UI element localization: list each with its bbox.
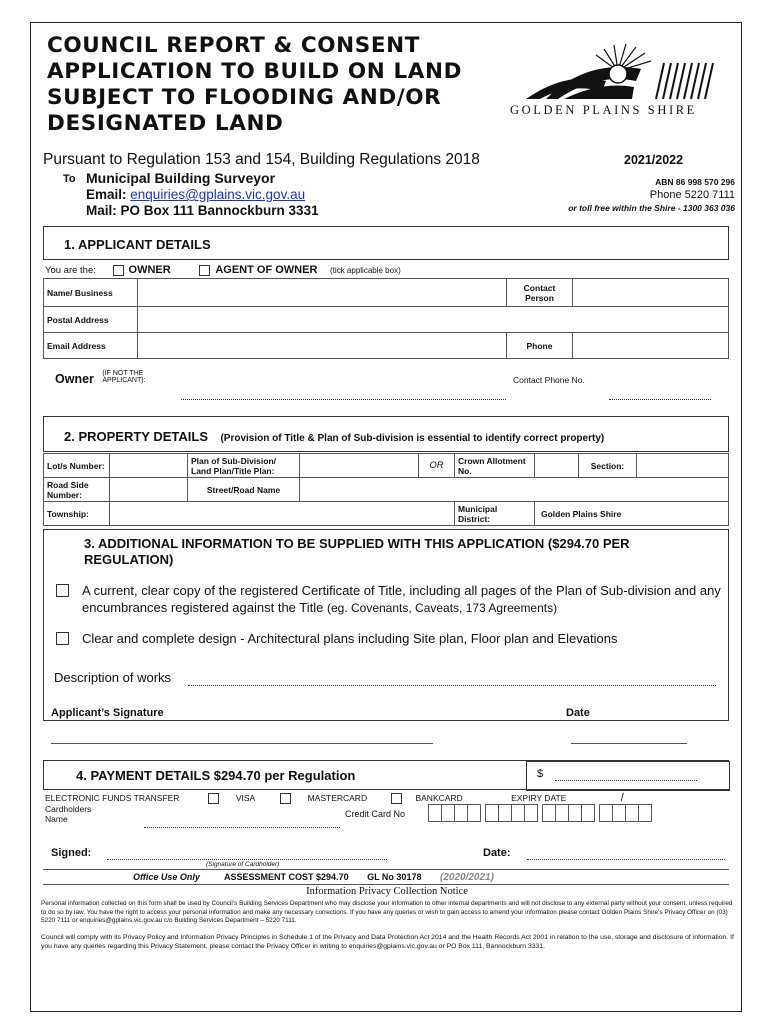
email-address-input[interactable]	[138, 333, 507, 359]
signature-date-line[interactable]	[571, 743, 687, 744]
to-label: To	[63, 173, 76, 185]
crown-label: Crown Allotment No.	[455, 454, 535, 478]
credit-card-boxes[interactable]	[428, 804, 652, 822]
section3-heading: 3. ADDITIONAL INFORMATION TO BE SUPPLIED WITH THIS APPLICATION ($294.70 PER REGULATION)	[84, 536, 630, 567]
amount-box	[526, 761, 730, 791]
email-address-label: Email Address	[44, 333, 138, 359]
title-copy-text	[82, 582, 722, 617]
card-digit-box[interactable]	[429, 805, 442, 822]
card-digit-box[interactable]	[600, 805, 613, 822]
street-input[interactable]	[300, 478, 729, 502]
card-digit-box[interactable]	[626, 805, 639, 822]
card-digit-box[interactable]	[582, 805, 595, 822]
section1-heading: 1. APPLICANT DETAILS	[64, 237, 211, 252]
visa-checkbox[interactable]	[208, 793, 219, 804]
postal-address-label: Postal Address	[44, 307, 138, 333]
card-digit-box[interactable]	[569, 805, 582, 822]
section2-heading-row	[64, 428, 604, 446]
office-year: (2020/2021)	[439, 872, 494, 883]
road-side-input[interactable]	[110, 478, 188, 502]
design-plans-checkbox[interactable]	[56, 632, 69, 645]
section-input[interactable]	[637, 454, 729, 478]
applicant-table	[43, 278, 729, 359]
signature-date-label: Date	[566, 707, 590, 719]
section2-heading: 2. PROPERTY DETAILS	[64, 429, 208, 444]
toll-free: or toll free within the Shire - 1300 363 036	[568, 203, 735, 213]
card-digit-box[interactable]	[613, 805, 626, 822]
owner-heading: Owner	[55, 372, 94, 386]
owner-checkbox[interactable]	[113, 265, 124, 276]
payment-date-label: Date:	[483, 847, 511, 859]
logo-text: GOLDEN PLAINS SHIRE	[510, 103, 697, 117]
golden-plains-logo	[506, 41, 718, 131]
office-use-label: Office Use Only	[133, 872, 200, 882]
card-digit-box[interactable]	[442, 805, 455, 822]
expiry-label: EXPIRY DATE	[511, 793, 567, 803]
pursuant-text: Pursuant to Regulation 153 and 154, Building Regulations 2018	[43, 151, 480, 168]
crown-input[interactable]	[535, 454, 579, 478]
you-are-label: You are the:	[45, 265, 96, 276]
name-business-label: Name/ Business	[44, 279, 138, 307]
abn: ABN 86 998 570 296	[655, 177, 735, 187]
card-digit-box[interactable]	[468, 805, 481, 822]
email-link[interactable]: enquiries@gplains.vic.gov.au	[130, 187, 306, 202]
phone-number: Phone 5220 7111	[649, 189, 735, 201]
signed-label: Signed:	[51, 847, 92, 859]
sun-fields-icon	[506, 41, 718, 103]
assessment-cost: ASSESSMENT COST $294.70	[224, 872, 349, 882]
card-digit-box[interactable]	[543, 805, 556, 822]
card-digit-box[interactable]	[455, 805, 468, 822]
card-digit-box[interactable]	[639, 805, 652, 822]
owner-name-line[interactable]	[181, 399, 506, 400]
applicant-type-row	[45, 264, 401, 276]
office-divider	[43, 869, 729, 870]
owner-note: (IF NOT THE APPLICANT):	[102, 370, 146, 384]
tick-note: (tick applicable box)	[330, 266, 401, 275]
description-input[interactable]	[188, 685, 716, 686]
visa-label: VISA	[235, 793, 256, 803]
card-digit-box[interactable]	[525, 805, 538, 822]
lots-label: Lot/s Number:	[44, 454, 110, 478]
form-year: 2021/2022	[624, 153, 684, 167]
applicant-signature-label: Applicant’s Signature	[51, 707, 164, 719]
gl-number: GL No 30178	[367, 872, 422, 882]
cardholder-signature-line[interactable]	[107, 859, 387, 860]
card-digit-box[interactable]	[512, 805, 525, 822]
cardholders-label: Cardholders Name	[45, 804, 92, 824]
owner-label: OWNER	[128, 264, 171, 276]
township-label: Township:	[44, 502, 110, 526]
district-value: Golden Plains Shire	[535, 502, 729, 526]
cardholders-input[interactable]	[144, 827, 340, 828]
contact-person-input[interactable]	[573, 279, 729, 307]
card-digit-box[interactable]	[499, 805, 512, 822]
municipal-label: Municipal District:	[455, 502, 535, 526]
owner-row	[55, 370, 180, 388]
name-business-input[interactable]	[138, 279, 507, 307]
agent-label: AGENT OF OWNER	[215, 264, 318, 276]
bankcard-checkbox[interactable]	[391, 793, 402, 804]
phone-input[interactable]	[573, 333, 729, 359]
card-digit-box[interactable]	[556, 805, 569, 822]
description-label: Description of works	[54, 670, 172, 685]
owner-phone-line[interactable]	[609, 399, 711, 400]
form-title: COUNCIL REPORT & CONSENT APPLICATION TO BUILD ON LAND SUBJECT TO FLOODING AND/OR DESIGNATED LAND	[47, 33, 463, 136]
signature-note: (Signature of Cardholder)	[206, 861, 280, 868]
design-plans-text: Clear and complete design - Architectural plans including Site plan, Floor plan and Elevations	[82, 631, 618, 646]
additional-info-section	[43, 529, 729, 721]
privacy-title: Information Privacy Collection Notice	[306, 886, 468, 897]
amount-input[interactable]	[555, 780, 697, 781]
section2-note: (Provision of Title & Plan of Sub-division is essential to identify correct property)	[220, 433, 605, 444]
postal-address-input[interactable]	[138, 307, 729, 333]
email-label: Email:	[86, 187, 127, 202]
plan-input[interactable]	[300, 454, 419, 478]
privacy-paragraph-1: Personal information collected on this form shall be used by Council’s Building Services Department who may disclose your information to other internal departments and will not disclose to any external party without your consent, unless required to do so by law. You have the right to access your personal information and make any necessary corrections. If you have any queries or wish to gain access to amend your information please contact Golden Plains Shire’s Privacy Officer on (03) 5220 7111 or enquiries@gplains.vic.gov.au c/o Building Services Department – 5220 7111.	[41, 900, 733, 924]
title-copy-checkbox[interactable]	[56, 584, 69, 597]
office-divider-bottom	[43, 884, 729, 885]
payment-date-line[interactable]	[527, 859, 725, 860]
plan-label: Plan of Sub-Division/ Land Plan/Title Plan:	[188, 454, 300, 478]
title-copy-eg: (eg. Covenants, Caveats, 173 Agreements)	[326, 601, 558, 615]
section-label: Section:	[579, 454, 637, 478]
phone-label: Phone	[507, 333, 573, 359]
property-details-section	[43, 416, 729, 452]
lots-input[interactable]	[110, 454, 188, 478]
mail-address: Mail: PO Box 111 Bannockburn 3331	[86, 203, 319, 218]
contact-phone-label: Contact Phone No.	[513, 375, 585, 385]
or-label: OR	[419, 454, 455, 478]
applicant-details-section	[43, 226, 729, 260]
eft-label: ELECTRONIC FUNDS TRANSFER	[45, 793, 180, 803]
expiry-slash: /	[620, 792, 624, 804]
email-row	[86, 187, 305, 202]
office-use-row	[133, 872, 494, 883]
mastercard-checkbox[interactable]	[280, 793, 291, 804]
bankcard-label: BANKCARD	[415, 793, 463, 803]
applicant-signature-line[interactable]	[51, 743, 433, 744]
township-input[interactable]	[110, 502, 455, 526]
agent-checkbox[interactable]	[199, 265, 210, 276]
payment-details-section	[43, 760, 729, 790]
credit-card-label: Credit Card No	[345, 809, 406, 819]
privacy-paragraph-2: Council will comply with its Privacy Policy and Information Privacy Principles in Schedule 1 of the Privacy and Data Protection Act 2014 and the Health Records Act 2001 in relation to the use, storage and disclosure of information. If you have any queries regarding this Privacy Statement, please contact the Privacy Officer in writing to enquiries@gplains.vic.gov.au or PO Box 111, Bannockburn 3331.	[41, 934, 734, 950]
section4-heading: 4. PAYMENT DETAILS $294.70 per Regulation	[76, 768, 356, 783]
street-label: Street/Road Name	[188, 478, 300, 502]
contact-person-label: Contact Person	[507, 279, 573, 307]
dollar-sign: $	[537, 768, 544, 780]
road-side-label: Road Side Number:	[44, 478, 110, 502]
title-copy-label: A current, clear copy of the registered Certificate of Title, including all pages of the Plan of Sub-division and any encumbrances registered against the Title	[82, 583, 721, 615]
recipient-name: Municipal Building Surveyor	[86, 170, 276, 186]
property-table	[43, 453, 729, 526]
card-digit-box[interactable]	[486, 805, 499, 822]
payment-methods-row	[45, 792, 624, 804]
mastercard-label: MASTERCARD	[307, 793, 368, 803]
form-page	[30, 22, 742, 1012]
